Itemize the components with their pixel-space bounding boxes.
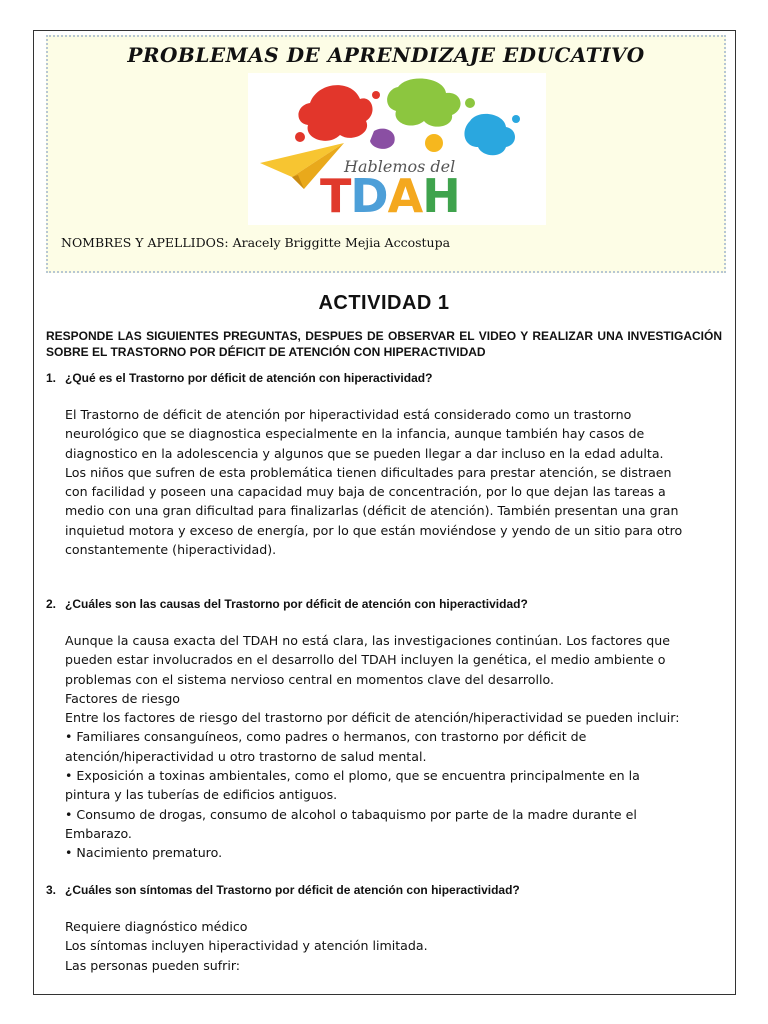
answer-line: pintura y las tuberías de edificios antiguos.: [65, 787, 338, 803]
question-text: ¿Qué es el Trastorno por déficit de atención con hiperactividad?: [65, 371, 433, 385]
answer-line: neurológico que se diagnostica especialmente en la infancia, aunque también hay casos de: [65, 426, 645, 442]
purple-paint-drop: [370, 129, 395, 149]
answer-line: Entre los factores de riesgo del trastorno por déficit de atención/hiperactividad se pueden incluir:: [65, 710, 680, 726]
answer-line: Aunque la causa exacta del TDAH no está clara, las investigaciones continúan. Los factores que: [65, 633, 670, 648]
logo-letter: D: [350, 169, 388, 223]
answer-line: con facilidad y poseen una capacidad muy baja de concentración, por lo que dejan las tareas a: [65, 484, 666, 500]
logo-letter: T: [320, 169, 351, 223]
answer-line: Factores de riesgo: [65, 690, 181, 706]
tdah-logo: [248, 73, 546, 225]
green-paint-splash: [387, 78, 460, 126]
answer-line: • Familiares consanguíneos, como padres o hermanos, con trastorno por déficit de: [65, 729, 587, 745]
question-2: [46, 597, 528, 611]
answer-line: • Consumo de drogas, consumo de alcohol o tabaquismo por parte de la madre durante el: [65, 806, 637, 822]
answer-1: [65, 405, 715, 559]
question-1: [46, 371, 432, 385]
answer-line: • Nacimiento prematuro.: [65, 845, 223, 861]
question-number: 1.: [46, 371, 57, 385]
question-number: 3.: [46, 883, 57, 897]
answer-line: Las personas pueden sufrir:: [65, 957, 241, 973]
activity-title: ACTIVIDAD 1: [318, 292, 450, 314]
logo-letter: H: [422, 169, 460, 223]
question-3: [46, 883, 520, 897]
document-title: PROBLEMAS DE APRENDIZAJE EDUCATIVO: [127, 43, 645, 67]
answer-line: diagnostico en la adolescencia y algunos que se pueden llegar a dar incluso en la edad adulta.: [65, 445, 664, 461]
answer-line: Embarazo.: [65, 825, 132, 841]
question-number: 2.: [46, 597, 57, 611]
red-paint-splash: [298, 85, 372, 141]
answer-line: pueden estar involucrados en el desarrollo del TDAH incluyen la genética, el medio ambiente o: [65, 652, 666, 668]
instructions: RESPONDE LAS SIGUIENTES PREGUNTAS, DESPUES DE OBSERVAR EL VIDEO Y REALIZAR UNA INVESTIGACIÓN SOBRE EL TRASTORNO POR DÉFICIT DE ATENCIÓN CON HIPERACTIVIDAD: [46, 329, 722, 359]
answer-line: problemas con el sistema nervioso central en momentos clave del desarrollo.: [65, 671, 554, 687]
answer-line: • Exposición a toxinas ambientales, como el plomo, que se encuentra principalmente en la: [65, 768, 640, 784]
answer-line: atención/hiperactividad u otro trastorno de salud mental.: [65, 748, 427, 764]
answer-line: Los niños que sufren de esta problemática tienen dificultades para prestar atención, se distraen: [65, 464, 672, 480]
answer-line: medio con una gran dificultad para finalizarlas (déficit de atención). También presentan una gran: [65, 503, 679, 519]
answer-line: El Trastorno de déficit de atención por hiperactividad está considerado como un trastorno: [65, 407, 632, 422]
answer-3: [65, 917, 715, 975]
answer-line: constantemente (hiperactividad).: [65, 542, 277, 558]
logo-letter: A: [387, 169, 423, 223]
header-box: [46, 35, 726, 273]
blue-paint-splash: [464, 114, 515, 155]
answer-line: inquietud motora y exceso de energía, por lo que están moviéndose y yendo de un sitio para otro: [65, 522, 683, 538]
answer-line: Los síntomas incluyen hiperactividad y atención limitada.: [65, 938, 428, 954]
logo-caption: Hablemos del: [344, 157, 456, 176]
answer-2: [65, 631, 715, 863]
student-names: NOMBRES Y APELLIDOS: Aracely Briggitte Mejia Accostupa: [61, 235, 451, 250]
answer-line: Requiere diagnóstico médico: [65, 919, 248, 934]
question-text: ¿Cuáles son las causas del Trastorno por déficit de atención con hiperactividad?: [65, 597, 528, 611]
question-text: ¿Cuáles son síntomas del Trastorno por déficit de atención con hiperactividad?: [65, 883, 520, 897]
logo-word-tdah: [320, 169, 460, 223]
